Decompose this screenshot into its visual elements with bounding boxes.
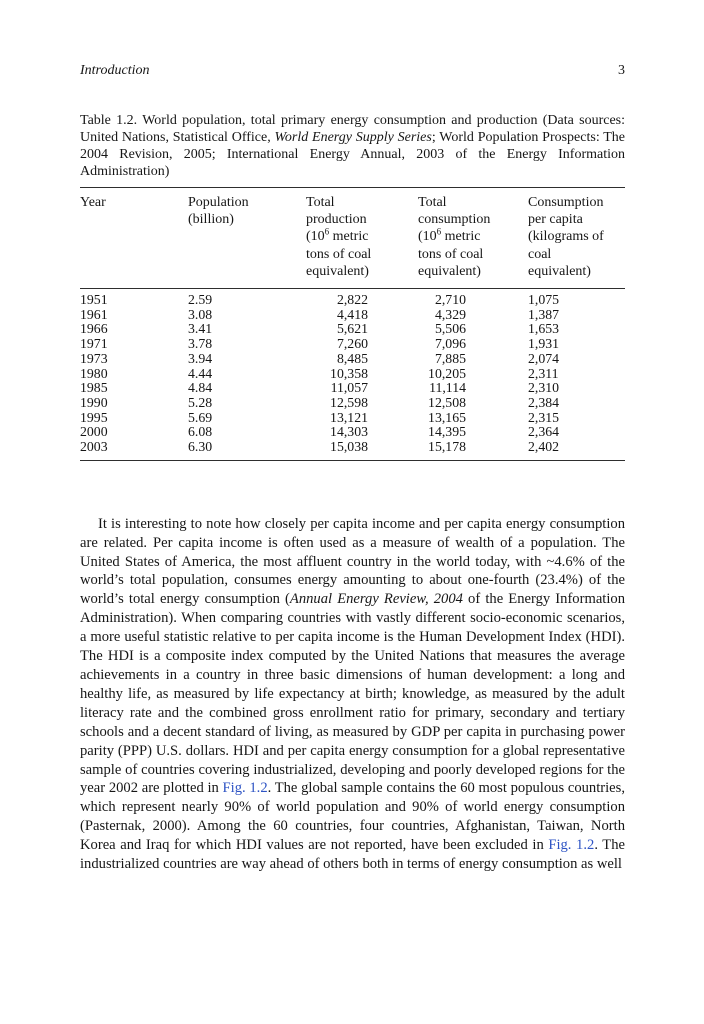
table-cell: 5.28: [188, 394, 213, 410]
table-cell: 11,057: [330, 380, 368, 396]
table-cell: 6.08: [188, 424, 213, 440]
running-title: Introduction: [80, 63, 150, 78]
table-cell: 8,485: [336, 350, 368, 366]
superscript: 6: [324, 226, 330, 237]
table-cell: 7,885: [434, 350, 466, 366]
table-cell: 1,653: [528, 321, 560, 337]
table-row: [80, 396, 625, 411]
table-cell: 13,165: [428, 409, 466, 425]
table-cell: 2.59: [188, 292, 213, 308]
table-body: [80, 289, 625, 461]
column-header: Total production ($10^6$ metric tons of coal equivalent): [306, 195, 372, 279]
table-cell: 2,710: [434, 292, 466, 308]
table-cell: 1980: [80, 365, 108, 381]
table-cell: 6.30: [188, 439, 213, 455]
figure-reference-link[interactable]: Fig. 1.2: [548, 837, 595, 854]
table-cell: 3.41: [188, 321, 213, 337]
table-cell: 4.84: [188, 380, 213, 396]
table-cell: 5,621: [336, 321, 368, 337]
body-paragraph: [80, 515, 625, 874]
column-header: Population (billion): [188, 195, 249, 228]
table-head: [80, 188, 625, 289]
table-cell: 1,075: [528, 292, 560, 308]
italic-text-segment: Annual Energy Review, 2004: [289, 591, 463, 608]
table-cell: 1990: [80, 394, 108, 410]
table-cell: 4,329: [434, 306, 466, 322]
table-cell: 2,074: [528, 350, 560, 366]
text-segment: It is interesting to note how closely per capita income and per capita energy consumption are related. Per capita income is often used as a measure of wealth of a population. The United States of America, the most affluent country in the world today, with ~4.6% of the world’s total population, consumes energy amounting to about one-fourth (23.4%) of the world’s total energy consumption (: [80, 515, 625, 608]
table-cell: 1973: [80, 350, 108, 366]
text-segment: of the Energy Information Administration). When comparing countries with vastly different socio-economic scenarios, a more useful statistic relative to per capita income is the Human Development Index (HDI). The HDI is a composite index computed by the United Nations that measures the average achievements in a country in three basic dimensions of human development: a long and healthy life, as measured by life expectancy at birth; knowledge, as measured by the adult literacy rate and the combined gross enrollment ratio for primary, secondary and tertiary schools and a decent standard of living, as measured by GDP per capita in purchasing power parity (PPP) U.S. dollars. HDI and per capita energy consumption for a global representative sample of countries covering industrialized, developing and poorly developed regions for the year 2002 are plotted in: [80, 591, 625, 797]
table-cell: 1,387: [528, 306, 560, 322]
table-cell: 4.44: [188, 365, 213, 381]
column-header: Consumption per capita (kilograms of coal equivalent): [528, 195, 604, 279]
table-cell: 10,205: [428, 365, 466, 381]
table-cell: 1951: [80, 292, 108, 308]
table-cell: 2000: [80, 424, 108, 440]
table-cell: 5.69: [188, 409, 213, 425]
table-cell: 10,358: [330, 365, 368, 381]
table-cell: 1966: [80, 321, 108, 337]
table-cell: 14,303: [330, 424, 368, 440]
table-cell: 1961: [80, 306, 108, 322]
data-table: [80, 187, 625, 461]
table-row: [80, 352, 625, 367]
column-header: Total consumption ($10^6$ metric tons of coal equivalent): [418, 195, 491, 279]
table-row: [80, 289, 625, 308]
table-cell: 5,506: [434, 321, 466, 337]
table-cell: 3.08: [188, 306, 213, 322]
table-row: [80, 425, 625, 440]
table-row: [80, 337, 625, 352]
table-cell: 2003: [80, 439, 108, 455]
table-cell: 15,038: [330, 439, 368, 455]
table-cell: 3.78: [188, 336, 213, 352]
table-row: [80, 411, 625, 426]
table-cell: 2,310: [528, 380, 560, 396]
table-row: [80, 381, 625, 396]
page-number: 3: [618, 63, 625, 78]
text-segment: Table 1.2. World population, total primary energy consumption and production (Data sources: United Nations, Statistical Office,: [80, 113, 625, 145]
table-cell: 2,364: [528, 424, 560, 440]
table-cell: 1,931: [528, 336, 560, 352]
table-cell: 1985: [80, 380, 108, 396]
table-row: [80, 308, 625, 323]
table-header-row: [80, 188, 625, 289]
running-header: [80, 62, 625, 79]
table-cell: 2,402: [528, 439, 560, 455]
table-cell: 12,508: [428, 394, 466, 410]
table-cell: 14,395: [428, 424, 466, 440]
table-cell: 15,178: [428, 439, 466, 455]
figure-reference-link[interactable]: Fig. 1.2: [222, 780, 268, 797]
superscript: 6: [436, 226, 442, 237]
table-cell: 4,418: [336, 306, 368, 322]
text-segment: . The global sample contains the 60 most populous countries, which represent nearly 90% of world population and 90% of world energy consumption (Pasternak, 2000). Among the 60 countries, four countries, Afghanistan, Taiwan, North Korea and Iraq for which HDI values are not reported, have been excluded in: [80, 780, 625, 854]
table-cell: 1971: [80, 336, 108, 352]
table-cell: 2,315: [528, 409, 560, 425]
table-row: [80, 322, 625, 337]
text-segment: . The industrialized countries are way ahead of others both in terms of energy consumption as well: [80, 837, 625, 873]
table-cell: 11,114: [429, 380, 466, 396]
text-segment: ; World Population Prospects: The 2004 Revision, 2005; International Energy Annual, 2003 of the Energy Information Administration): [80, 130, 626, 179]
table-row: [80, 440, 625, 460]
table-cell: 12,598: [330, 394, 368, 410]
table-cell: 7,096: [434, 336, 466, 352]
table-row: [80, 367, 625, 382]
table-caption: [80, 112, 625, 180]
table-cell: 3.94: [188, 350, 213, 366]
table-cell: 2,822: [336, 292, 368, 308]
table-cell: 13,121: [330, 409, 368, 425]
page-content: [80, 0, 625, 874]
table-cell: 2,384: [528, 394, 560, 410]
italic-text-segment: World Energy Supply Series: [274, 130, 432, 145]
table-cell: 7,260: [336, 336, 368, 352]
table-cell: 1995: [80, 409, 108, 425]
table-cell: 2,311: [528, 365, 559, 381]
column-header: Year: [80, 195, 106, 210]
